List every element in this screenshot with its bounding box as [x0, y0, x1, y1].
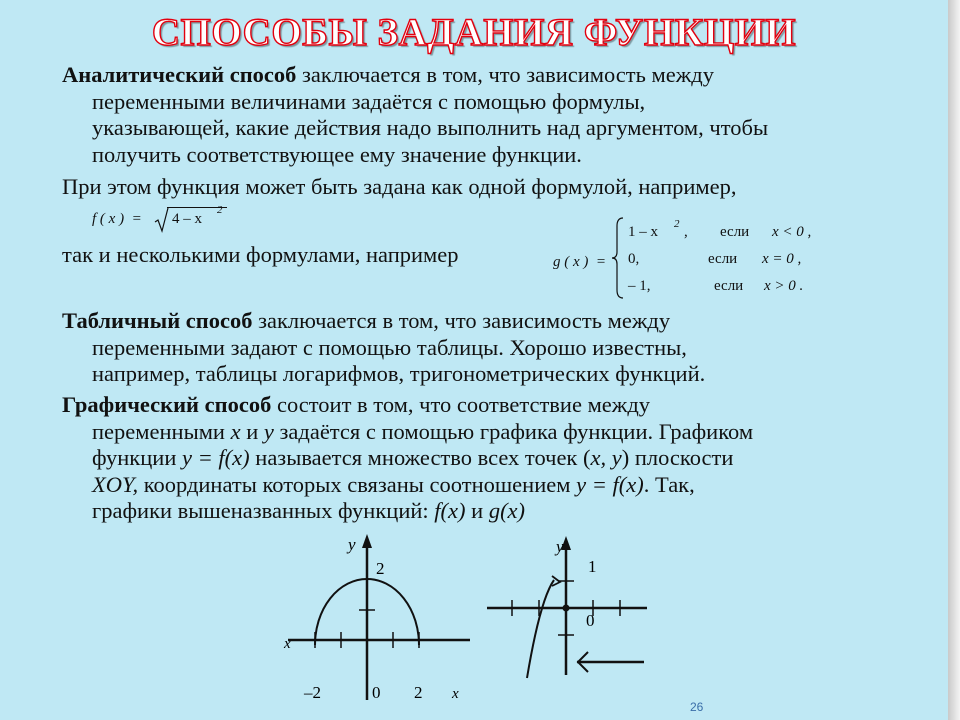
case-2-cond-word: если — [708, 251, 738, 267]
curly-brace-icon — [611, 216, 625, 300]
formula-g-lhs: g ( x ) = — [553, 254, 607, 270]
slide-title: СПОСОБЫ ЗАДАНИЯ ФУНКЦИИ — [151, 11, 797, 54]
case-1-expr: 1 – x — [628, 224, 658, 240]
case-1-sep: , — [684, 224, 688, 240]
case-1-exponent: 2 — [674, 218, 680, 230]
graph1-tick-right-label: 2 — [414, 683, 423, 702]
table-line-3: например, таблицы логарифмов, тригонометрических функций. — [92, 361, 706, 386]
formula-f-lhs: f ( x ) = — [92, 211, 142, 227]
formula-f-exponent: 2 — [217, 204, 223, 216]
case-1-cond-word: если — [720, 224, 750, 240]
graph-g-piecewise — [482, 530, 652, 680]
graphic-line-2: переменными x и y задаётся с помощью графика функции. Графиком — [92, 418, 754, 444]
graphic-line-1: состоит в том, что соответствие между — [271, 392, 651, 417]
case-2-expr: 0, — [628, 251, 640, 267]
slide-shadow — [948, 0, 960, 720]
graphic-line-5: графики вышеназванных функций: f(x) и g(x) — [92, 498, 526, 523]
table-paragraph — [62, 308, 892, 388]
graph1-tick-left-label: –2 — [304, 683, 321, 702]
page-number: 26 — [690, 700, 704, 714]
graph1-y-arrow-icon — [362, 534, 372, 548]
graph1-tick-zero-label: 0 — [372, 683, 381, 702]
graph2-y-label: y — [556, 537, 564, 556]
graph1-x-label: x — [284, 636, 291, 652]
case-3-expr: – 1, — [628, 278, 651, 294]
multi-formula-text: так и несколькими формулами, например — [62, 242, 459, 267]
graph1-tick-top-label: 2 — [376, 559, 385, 578]
graphic-paragraph — [62, 392, 892, 525]
analytic-line-4: получить соответствующее ему значение функции. — [92, 141, 582, 167]
case-3-cond-word: если — [714, 278, 744, 294]
table-line-2: переменными задают с помощью таблицы. Хорошо известны, — [92, 334, 687, 360]
formula-f-radicand: 4 – x — [172, 211, 202, 227]
graph-f-semicircle — [280, 530, 475, 710]
analytic-line-1: заключается в том, что зависимость между — [296, 62, 714, 87]
analytic-line-3: указывающей, какие действия надо выполнить над аргументом, чтобы — [92, 115, 769, 140]
analytic-paragraph — [62, 62, 892, 168]
analytic-term: Аналитический способ — [62, 62, 297, 87]
case-2-cond: x = 0 , — [762, 251, 802, 267]
analytic-line-2: переменными величинами задаётся с помощью формулы, — [92, 88, 646, 114]
graphic-term: Графический способ — [62, 392, 272, 417]
single-formula-text: При этом функция может быть задана как одной формулой, например, — [62, 174, 737, 199]
graphic-line-3: функции y = f(x) называется множество всех точек (x, y) плоскости — [92, 445, 734, 470]
table-term: Табличный способ — [62, 308, 253, 333]
graph2-tick-one-label: 1 — [588, 557, 597, 576]
graph1-x-label-bottom: x — [452, 686, 459, 702]
formula-f — [92, 206, 252, 234]
graph2-left-branch — [527, 580, 554, 678]
case-1-cond: x < 0 , — [772, 224, 812, 240]
graphic-line-4: XOY, координаты которых связаны соотношением y = f(x). Так, — [92, 471, 695, 497]
graph1-y-label: y — [348, 535, 356, 554]
graph2-tick-zero-label: 0 — [586, 611, 595, 630]
table-line-1: заключается в том, что зависимость между — [252, 308, 671, 333]
case-3-cond: x > 0 . — [764, 278, 804, 294]
formula-g — [553, 216, 853, 300]
sqrt-sign-icon — [154, 206, 170, 234]
graph2-origin-point — [563, 605, 570, 612]
